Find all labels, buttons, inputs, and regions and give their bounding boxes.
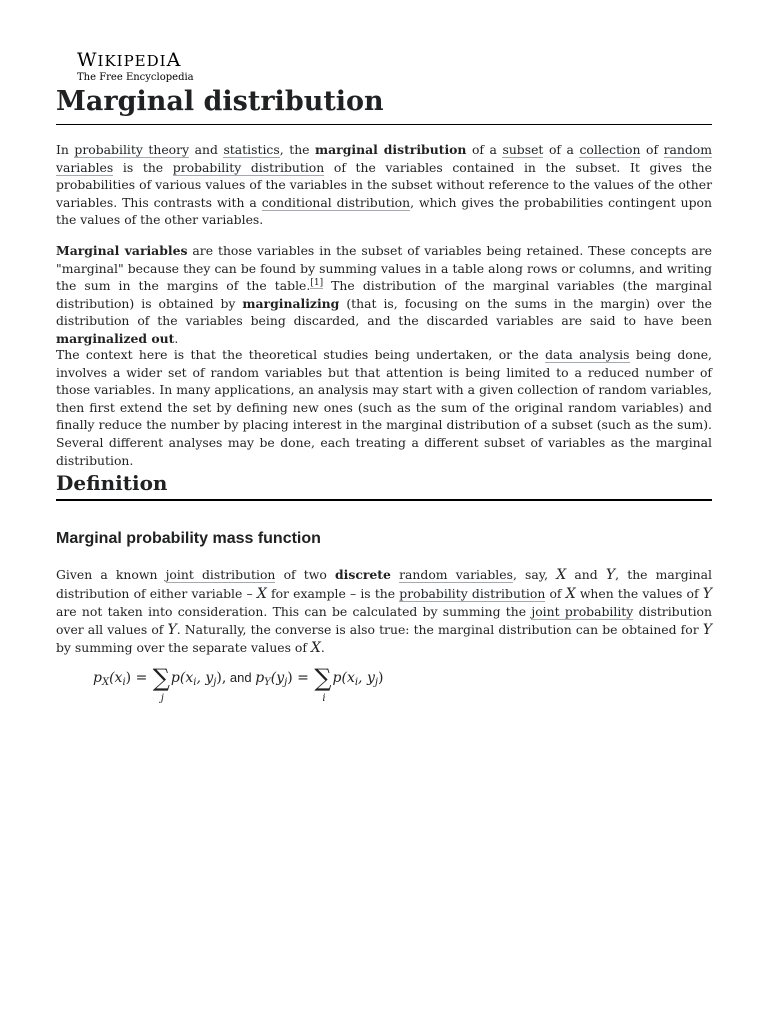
link-subset[interactable]: subset: [502, 142, 544, 157]
intro-paragraph-2: Marginal variables are those variables in the subset of variables being retained. These concepts are "marginal" because they can be found by summing values in a table along rows or columns, and writing the sum in the margins of the table.[1] The distribution of the marginal variables (the marginal distribution) is obtained by marginalizing (that is, focusing on the sums in the margin) over the distribution of the variables being discarded, and the discarded variables are said to have been marginalized out.: [56, 243, 712, 346]
subsection-heading: Marginal probability mass function: [56, 530, 321, 547]
link-collection[interactable]: collection: [579, 142, 641, 157]
wikipedia-logo[interactable]: [77, 50, 194, 84]
link-conditional-distribution[interactable]: conditional distribution: [261, 194, 411, 210]
page-title: Marginal distribution: [56, 82, 712, 125]
link-probability-distribution-2[interactable]: probability distribution: [399, 585, 546, 601]
summation-symbol: ∑ j: [152, 664, 170, 704]
link-data-analysis[interactable]: data analysis: [545, 347, 630, 362]
reference-1: [310, 278, 323, 289]
logo-tagline: The Free Encyclopedia: [77, 72, 194, 83]
link-random-variables-2[interactable]: random variables: [399, 567, 513, 582]
link-joint-probability[interactable]: joint probability: [531, 604, 634, 620]
reference-link[interactable]: [1]: [310, 278, 324, 289]
summation-symbol-2: ∑ i: [314, 664, 332, 704]
marginal-pmf-formula: $p_X(x_i)$ = ∑ j $p(x_i$, $y_j$), and $p_Y(y_j)$ = ∑ i $p(x_i$, $y_j$): [93, 664, 384, 704]
link-probability-distribution[interactable]: probability distribution: [172, 159, 325, 175]
intro-paragraph-1: In probability theory and statistics, the marginal distribution of a subset of a collection of random variables is the probability distribution of the variables contained in the subset. It gives the probabilities of various values of the variables in the subset without reference to the values of the other variables. This contrasts with a conditional distribution, which gives the probabilities contingent upon the values of the other variables.: [56, 142, 713, 228]
link-probability-theory[interactable]: probability theory: [74, 142, 190, 157]
definition-paragraph: Given a known joint distribution of two discrete random variables, say, X and Y, the marginal distribution of either variable – X for example – is the probability distribution of X when the values of Y are not taken into consideration. This can be calculated by summing the joint probability distribution over all values of Y. Naturally, the converse is also true: the marginal distribution can be obtained for Y by summing over the separate values of X.: [56, 567, 712, 657]
link-joint-distribution[interactable]: joint distribution: [165, 567, 276, 582]
link-statistics[interactable]: statistics: [223, 142, 280, 157]
intro-paragraph-3: The context here is that the theoretical studies being undertaken, or the data analysis being done, involves a wider set of random variables but that attention is being limited to a reduced number of those variables. In many applications, an analysis may start with a given collection of random variables, then first extend the set by defining new ones (such as the sum of the original random variables) and finally reduce the number by placing interest in the marginal distribution of a subset (such as the sum). Several different analyses may be done, each treating a different subset of variables as the marginal distribution.: [56, 347, 712, 468]
section-heading-definition: Definition: [56, 468, 712, 501]
logo-wordmark: WIKIPEDIA: [77, 49, 182, 71]
link-random-variables[interactable]: random variables: [56, 142, 713, 175]
